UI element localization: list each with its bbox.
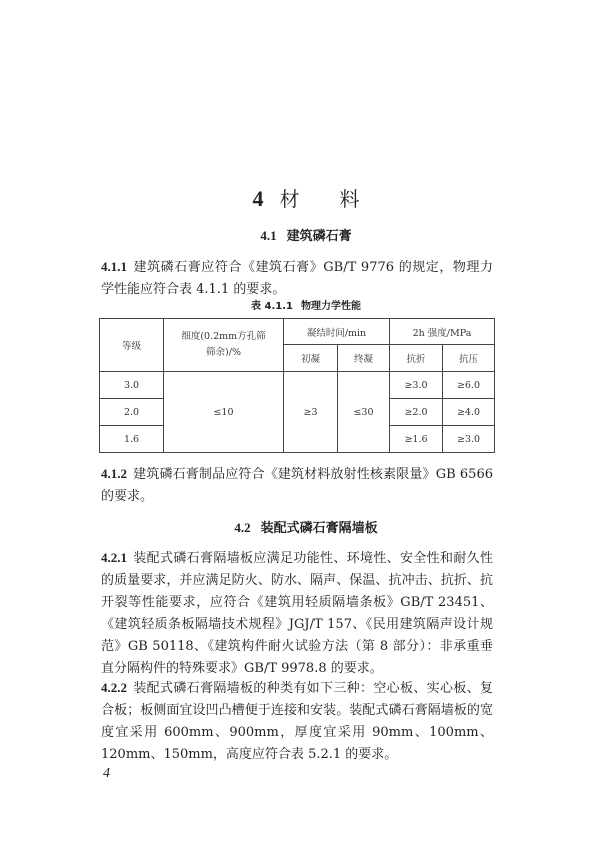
table-title: 物理力学性能 — [300, 301, 361, 312]
chapter-number: 4 — [252, 186, 264, 211]
chapter-title — [0, 183, 612, 212]
cell-grade: 1.6 — [100, 426, 164, 453]
section-number: 4.1 — [260, 228, 277, 243]
cell-grade: 2.0 — [100, 399, 164, 426]
physical-properties-table — [99, 318, 495, 453]
clause-number: 4.1.1 — [101, 259, 127, 274]
clause-text: 建筑磷石膏应符合《建筑石膏》GB/T 9776 的规定，物理力学性能应符合表 4.1.1 的要求。 — [101, 260, 493, 297]
header-strength: 2h 强度/MPa — [390, 319, 495, 345]
header-grade: 等级 — [100, 319, 164, 372]
paragraph-4-2-2 — [101, 677, 493, 766]
clause-number: 4.2.2 — [101, 680, 127, 695]
cell-final: ≤30 — [338, 372, 390, 453]
chapter-title-part2: 料 — [339, 187, 360, 211]
section-heading: 建筑磷石膏 — [286, 229, 352, 244]
header-initial: 初凝 — [284, 345, 338, 372]
table-row — [100, 372, 495, 399]
paragraph-4-1-2 — [101, 463, 493, 508]
section-4-2-title — [0, 517, 612, 536]
header-final: 终凝 — [338, 345, 390, 372]
clause-text: 建筑磷石膏制品应符合《建筑材料放射性核素限量》GB 6566 的要求。 — [101, 467, 493, 504]
section-heading: 装配式磷石膏隔墙板 — [260, 521, 378, 536]
cell-initial: ≥3 — [284, 372, 338, 453]
cell-flexural: ≥2.0 — [390, 399, 443, 426]
table-caption — [0, 297, 612, 312]
table-number: 表 4.1.1 — [251, 301, 293, 312]
header-setting-time: 凝结时间/min — [284, 319, 390, 345]
page-number: 4 — [103, 766, 110, 781]
header-flexural: 抗折 — [390, 345, 443, 372]
section-number: 4.2 — [234, 520, 251, 535]
clause-text: 装配式磷石膏隔墙板应满足功能性、环境性、安全性和耐久性的质量要求，并应满足防火、防水、隔声、保温、抗冲击、抗折、抗开裂等性能要求，应符合《建筑用轻质隔墙条板》GB/T 23451、《建筑轻质条板隔墙技术规程》JGJ/T 157、《民用建筑隔声设计规范》GB 50118、《建筑构件耐火试验方法（第 8 部分）：非承重垂直分隔构件的特殊要求》GB/T 9978.8 的要求。 — [101, 551, 493, 676]
cell-flexural: ≥1.6 — [390, 426, 443, 453]
cell-compressive: ≥6.0 — [443, 372, 495, 399]
cell-compressive: ≥3.0 — [443, 426, 495, 453]
cell-grade: 3.0 — [100, 372, 164, 399]
cell-compressive: ≥4.0 — [443, 399, 495, 426]
chapter-title-part1: 材 — [279, 187, 300, 211]
clause-number: 4.2.1 — [101, 550, 127, 565]
header-fineness: 细度(0.2mm方孔筛筛余)/% — [164, 319, 284, 372]
section-4-1-title — [0, 225, 612, 244]
paragraph-4-1-1 — [101, 256, 493, 301]
clause-number: 4.1.2 — [101, 466, 127, 481]
table-header-row — [100, 319, 495, 345]
paragraph-4-2-1 — [101, 547, 493, 680]
header-compressive: 抗压 — [443, 345, 495, 372]
clause-text: 装配式磷石膏隔墙板的种类有如下三种：空心板、实心板、复合板；板侧面宜设凹凸槽便于连接和安装。装配式磷石膏隔墙板的宽度宜采用 600mm、900mm，厚度宜采用 90mm、100mm、120mm、150mm，高度应符合表 5.2.1 的要求。 — [101, 681, 493, 762]
cell-flexural: ≥3.0 — [390, 372, 443, 399]
cell-fineness: ≤10 — [164, 372, 284, 453]
